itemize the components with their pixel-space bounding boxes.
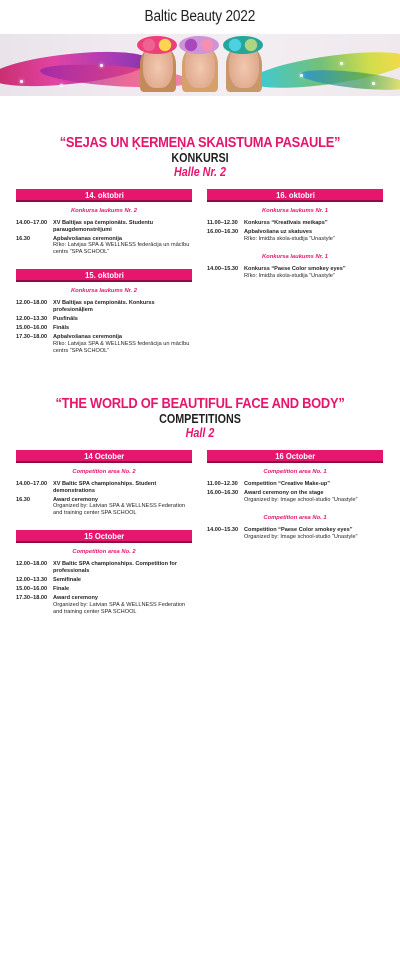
schedule-row: 16.30 Award ceremony Organized by: Latvian SPA & WELLNESS Federation and training center SPA SCHOOL	[16, 496, 186, 516]
page-title: Baltic Beauty 2022	[144, 8, 256, 25]
schedule-row: 15.00–16.00 Fināls	[16, 325, 70, 332]
schedule-row: 17.30–18.00 Award ceremony Organized by: Latvian SPA & WELLNESS Federation and training center SPA SCHOOL	[16, 595, 186, 615]
competition-area-label: Konkursa laukums Nr. 2	[70, 288, 138, 295]
competition-area-label: Competition area No. 2	[72, 549, 136, 556]
en-schedule	[0, 440, 400, 640]
sparkle	[60, 84, 63, 87]
schedule-row: 11.00–12.30 Competition “Creative Make-up”	[207, 481, 331, 487]
schedule-row: 14.00–15.30 Competition “Paese Color smokey eyes” Organized by: Image school-studio “Unastyle”	[207, 527, 358, 540]
schedule-row: 12.00–18.00 XV Baltijas spa čempionāts. Konkurss profesionāļiem	[16, 300, 155, 314]
flower-crown	[223, 36, 263, 54]
sparkle	[300, 74, 303, 77]
day-header: 16 October	[207, 450, 383, 463]
lv-section-title: “SEJAS UN ĶERMEŅA SKAISTUMA PASAULE”	[59, 134, 341, 151]
sparkle	[372, 82, 375, 85]
en-right-column	[207, 450, 383, 543]
flower-crown	[179, 36, 219, 54]
schedule-row: 16.00–16.30 Apbalvošana uz skatuves Rīko: Imidža skola-studija “Unastyle”	[207, 229, 335, 242]
schedule-row: 12.00–13.30 Pusfināls	[16, 316, 78, 323]
page-header	[0, 0, 400, 34]
competition-area-label: Competition area No. 1	[263, 515, 327, 522]
en-hall-label: Hall 2	[185, 426, 215, 440]
schedule-row: 12.00–13.30 Semifinale	[16, 577, 81, 584]
lv-section-heading	[0, 134, 400, 179]
day-header: 14. oktobri	[16, 189, 192, 202]
schedule-row: 17.30–18.00 Apbalvošanas ceremonija Rīko: Latvijas SPA & WELLNESS federācija un mācību centrs “SPA SCHOOL”	[16, 334, 190, 354]
schedule-row: 11.00–12.30 Konkurss “Kreatīvais meikaps”	[207, 220, 328, 226]
sparkle	[340, 62, 343, 65]
day-header: 15 October	[16, 530, 192, 543]
competition-area-label: Konkursa laukums Nr. 1	[261, 208, 329, 214]
en-left-column	[16, 450, 192, 618]
competition-area-label: Competition area No. 2	[72, 469, 136, 475]
schedule-row: 12.00–18.00 XV Baltic SPA championships. Competition for professionals	[16, 561, 178, 575]
lv-right-column	[207, 189, 383, 282]
schedule-row: 16.00–16.30 Award ceremony on the stage Organized by: Image school-studio “Unastyle”	[207, 490, 358, 503]
day-header: 14 October	[16, 450, 192, 463]
competition-area-label: Konkursa laukums Nr. 1	[261, 254, 329, 261]
en-section-title: “THE WORLD OF BEAUTIFUL FACE AND BODY”	[55, 395, 345, 412]
schedule-row: 14.00–17.00 XV Baltic SPA championships. Student demonstrations	[16, 481, 157, 494]
day-header: 15. oktobri	[16, 269, 192, 282]
flower-crown	[137, 36, 177, 54]
lv-section-subtitle: KONKURSI	[171, 151, 229, 165]
sparkle	[20, 80, 23, 83]
sparkle	[100, 64, 103, 67]
schedule-row: 14.00–17.00 XV Baltijas spa čempionāts. Studentu paraugdemonstrējumi	[16, 220, 154, 233]
day-header: 16. oktobri	[207, 189, 383, 202]
en-section-heading	[0, 395, 400, 440]
hero-banner-image	[0, 34, 400, 96]
en-section-subtitle: COMPETITIONS	[159, 412, 241, 426]
lv-hall-label: Halle Nr. 2	[173, 165, 226, 179]
schedule-row: 15.00–16.00 Finale	[16, 586, 70, 593]
competition-area-label: Competition area No. 1	[263, 469, 327, 475]
lv-left-column	[16, 189, 192, 357]
lv-schedule	[0, 179, 400, 359]
schedule-row: 16.30 Apbalvošanas ceremonija Rīko: Latvijas SPA & WELLNESS federācija un mācību centrs “SPA SCHOOL”	[16, 235, 190, 255]
competition-area-label: Konkursa laukums Nr. 2	[70, 208, 138, 214]
schedule-row: 14.00–15.30 Konkurss “Paese Color smokey eyes” Rīko: Imidža skola-studija “Unastyle”	[207, 266, 346, 279]
